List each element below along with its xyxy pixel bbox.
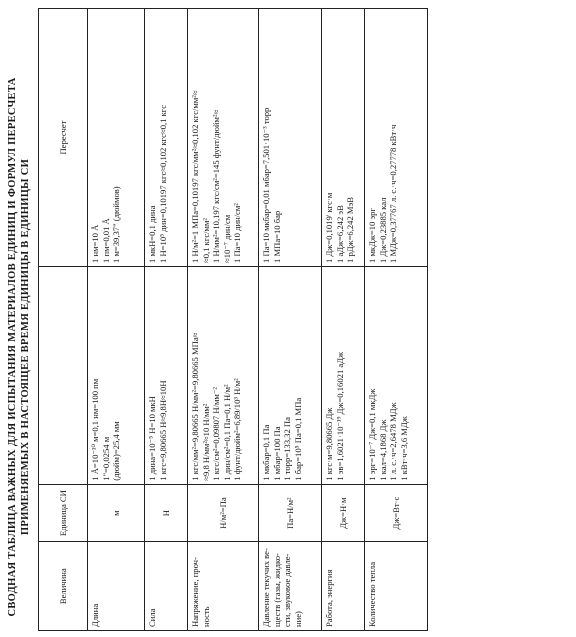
conversion-cell-line: 1 мкДж=10 эрг	[367, 208, 377, 263]
conversion-cell-line: 1 пм=0,01 Å	[100, 218, 111, 263]
quantity-cell	[322, 542, 365, 631]
header-conversion: Пересчет	[39, 9, 88, 267]
conversion-cell-line: 1 м=39,37" (дюймов)	[111, 186, 122, 263]
conversion-cell	[188, 9, 259, 267]
definition-cell-line: 1 кал=4,1868 Дж	[377, 419, 388, 481]
conversion-cell-line: ≈10⁻⁷ дин/см	[221, 214, 232, 263]
definition-cell-line: 1 фунт/дюйм²=6,89/10³ Н/м²	[232, 378, 243, 481]
table-row	[365, 9, 428, 631]
quantity-cell-line: Давление текучих ве-	[261, 548, 271, 627]
definition-cell-line: 1 мкбар=0,1 Па	[261, 424, 271, 481]
table-header-row	[39, 9, 88, 631]
quantity-cell-line: ществ (газы, жидко-	[271, 553, 282, 627]
header-definition	[39, 266, 88, 484]
quantity-cell-line: Сила	[147, 608, 157, 627]
definition-cell-line: 1 кгс=9,80665 Н≈9,8Н≈10Н	[157, 380, 168, 481]
quantity-cell	[365, 542, 428, 631]
conversion-cell-line: 1 мкН=0,1 дина	[147, 205, 157, 263]
definition-cell-line: 1 кВт·ч=3,6 МДж	[398, 416, 409, 481]
conversion-cell-line: 1 МДж=0,37767 л. с.·ч=0,27778 кВт·ч	[388, 124, 399, 263]
conversion-cell-line: 1 Н=10⁵ дин=0,10197 кгс≈0,102 кгс≈0,1 кгс	[157, 104, 168, 263]
conversion-cell-line: 1 Дж=0,1019' кгс·м	[324, 192, 334, 263]
definition-cell-line: 1 торр=133,32 Па	[282, 417, 293, 481]
conversion-cell	[365, 9, 428, 267]
definition-cell	[145, 266, 188, 484]
header-si-unit: Единица СИ	[39, 484, 88, 542]
definition-cell-line: (дюйм)=25,4 мм	[111, 421, 122, 481]
quantity-cell-line: Работа, энергия	[324, 569, 334, 627]
conversion-cell-line: 1 рДж=6,242 МэВ	[345, 197, 356, 263]
definition-cell-line: 1 кгс/см²=0,09807 Н/мм⁻²	[211, 387, 222, 481]
quantity-cell-line: ность	[200, 606, 211, 627]
definition-cell-line: 1 л. с.·ч=2,6478 МДж	[388, 402, 399, 481]
definition-cell-line: ≈9,8 Н/мм²≈10 Н/мм²	[200, 403, 211, 481]
header-quantity: Величина	[39, 542, 88, 631]
conversion-cell-line: 1 аДж=6,242 эВ	[334, 205, 345, 263]
conversion-cell-line: 1 МПа=10 бар	[271, 210, 282, 263]
page-title	[6, 67, 32, 627]
conversion-table	[38, 8, 428, 631]
si-unit-cell: Па=Н/м²	[259, 484, 322, 542]
quantity-cell-line: ние)	[292, 611, 303, 627]
si-unit-cell: Н/м²=Па	[188, 484, 259, 542]
quantity-cell-line: Напряжение, проч-	[190, 557, 200, 627]
definition-cell-line: 1 бар=10⁵ Па=0,1 МПа	[292, 397, 303, 481]
definition-cell-line: 1 эрг=10⁻⁷ Дж=0,1 мкДж	[367, 388, 377, 481]
quantity-cell	[259, 542, 322, 631]
quantity-cell-line: Количество тепла	[367, 561, 377, 627]
definition-cell-line: 1 Å=10⁻¹⁰ м=0,1 нм=100 пм	[90, 378, 100, 481]
title-line-1: СВОДНАЯ ТАБЛИЦА ВАЖНЫХ ДЛЯ ИСПЫТАНИЯ МАТЕРИАЛОВ ЕДИНИЦ И ФОРМУЛ ПЕРЕСЧЕТА	[7, 77, 18, 617]
quantity-cell-line: Длина	[90, 603, 100, 627]
conversion-cell-line: 1 Дж=0,23885 кал	[377, 197, 388, 263]
definition-cell-line: 1"=0,0254 м	[100, 436, 111, 481]
definition-cell	[88, 266, 145, 484]
si-unit-cell: Н	[145, 484, 188, 542]
table-row	[188, 9, 259, 631]
quantity-cell-line: сти, звуковое давле-	[282, 553, 293, 627]
definition-cell	[365, 266, 428, 484]
conversion-cell-line: 1 Н/мм²=10,197 кгс/см²=145 фунт/дюйм²≈	[211, 109, 222, 263]
conversion-cell	[88, 9, 145, 267]
table-body	[88, 9, 428, 631]
definition-cell	[259, 266, 322, 484]
table-row	[145, 9, 188, 631]
table-row	[322, 9, 365, 631]
definition-cell-line: 1 мбар=100 Па	[271, 426, 282, 481]
definition-cell-line: 1 кгс·м=9,80665 Дж	[324, 407, 334, 481]
definition-cell-line: 1 дин/см²=0,1 Па=0,1 Н/м²	[221, 384, 232, 481]
title-line-2: ПРИМЕНЯЕМЫХ В НАСТОЯЩЕЕ ВРЕМЯ ЕДИНИЦЫ В ЕДИНИЦЫ СИ	[20, 158, 31, 536]
conversion-cell-line: 1 Па=10 дин/см²	[232, 203, 243, 263]
si-unit-cell: Дж=Вт·с	[365, 484, 428, 542]
conversion-cell-line: 1 нм=10 Å	[90, 224, 100, 263]
conversion-cell-line: 1 Па=10 мкбар=0,01 мбар=7,501·10⁻³ торр	[261, 107, 271, 263]
quantity-cell	[188, 542, 259, 631]
definition-cell-line: 1 кгс/мм²=9,80665 Н/мм²=9,80665 МПа≈	[190, 332, 200, 481]
quantity-cell	[88, 542, 145, 631]
si-unit-cell: Дж=Н·м	[322, 484, 365, 542]
si-unit-cell: м	[88, 484, 145, 542]
conversion-cell-line: ≈0,1 кгс/мм²	[200, 218, 211, 263]
quantity-cell	[145, 542, 188, 631]
conversion-cell	[145, 9, 188, 267]
conversion-cell	[322, 9, 365, 267]
definition-cell	[322, 266, 365, 484]
conversion-cell-line: 1 Н/м²=1 МПа=0,10197 кгс/мм²≈0,102 кгс/мм²≈	[190, 90, 200, 263]
definition-cell-line: 1 эв=1,6021·10⁻¹⁹ Дж=0,16021 аДж	[334, 351, 345, 481]
definition-cell	[188, 266, 259, 484]
definition-cell-line: 1 дина=10⁻⁵ Н=10 мкН	[147, 396, 157, 481]
table-row	[88, 9, 145, 631]
table-row	[259, 9, 322, 631]
conversion-cell	[259, 9, 322, 267]
